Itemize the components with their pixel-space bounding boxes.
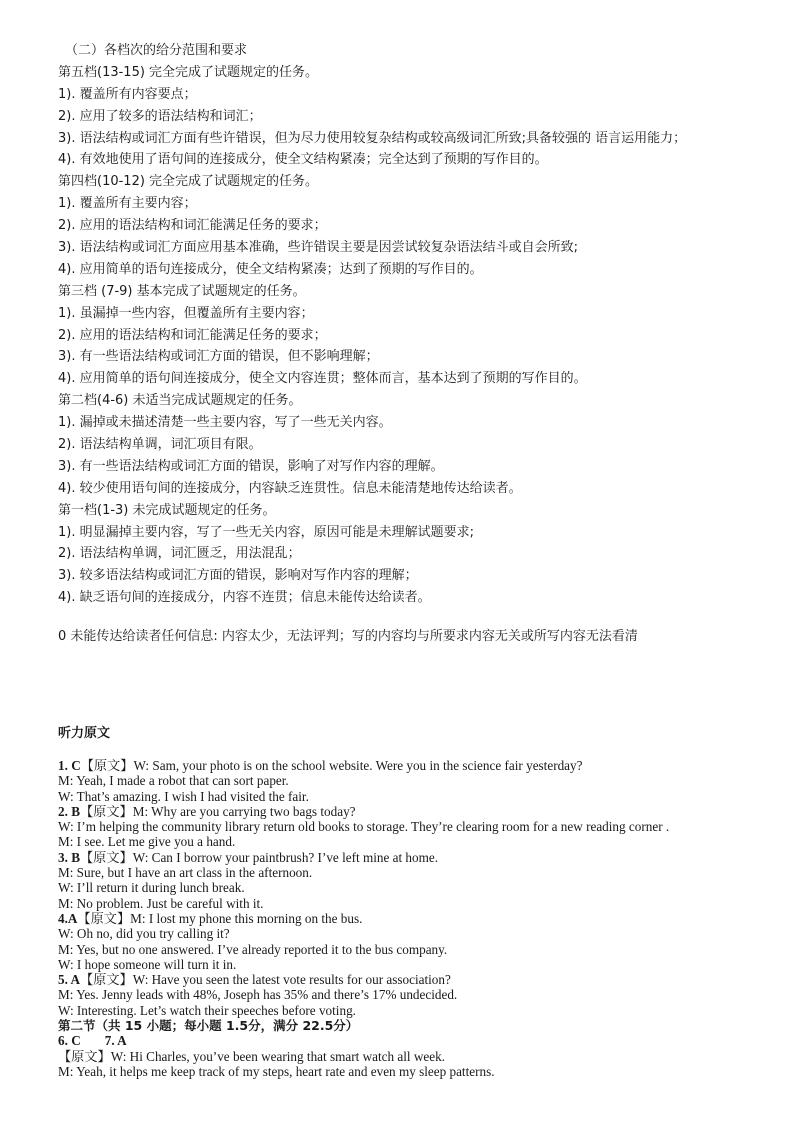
scoring-line: 4). 缺乏语句间的连接成分，内容不连贯；信息未能传达给读者。 [58, 590, 431, 606]
dialogue-line [58, 896, 793, 911]
scoring-line: 1). 明显漏掉主要内容，写了一些无关内容，原因可能是未理解试题要求; [58, 524, 474, 540]
dialogue-text: W: Hi Charles, you’ve been wearing that smart watch all week. [110, 1048, 445, 1064]
section-title: 第二节（共 15 小题；每小题 1.5分，满分 22.5分） [58, 1018, 359, 1034]
scoring-line: 4). 应用简单的语句连接成分，使全文结构紧凑；达到了预期的写作目的。 [58, 261, 483, 277]
dialogue-text: M: I lost my phone this morning on the bus. [130, 910, 363, 926]
dialogue-line [58, 911, 793, 926]
scoring-line: 2). 应用的语法结构和词汇能满足任务的要求； [58, 218, 327, 234]
scoring-line: 2). 应用的语法结构和词汇能满足任务的要求； [58, 327, 327, 343]
scoring-line: 3). 语法结构或词汇方面有些许错误，但为尽力使用较复杂结构或较高级词汇所致;具备较强的 语言运用能力； [58, 130, 687, 146]
dialogue-text: W: I’m helping the community library return old books to storage. They’re clearing room for a new reading corner . [58, 819, 670, 835]
transcript-tag: 【原文】 [79, 803, 133, 819]
scoring-line: 第五档(13-15) 完全完成了试题规定的任务。 [58, 64, 319, 80]
dialogue-line [58, 880, 793, 895]
scoring-line: 1). 覆盖所有内容要点； [58, 86, 197, 102]
dialogue-line [58, 804, 793, 819]
dialogue-line [58, 758, 793, 773]
zero-score-line: 0 未能传达给读者任何信息: 内容太少，无法评判；写的内容均与所要求内容无关或所写内容无法看清 [58, 629, 638, 645]
dialogue-text: W: Have you seen the latest vote results for our association? [132, 972, 451, 988]
dialogue-line [58, 972, 793, 987]
dialogue-text: W: Interesting. Let’s watch their speeches before voting. [58, 1002, 356, 1018]
dialogue-text: W: I hope someone will turn it in. [58, 956, 237, 972]
dialogue-line [58, 819, 793, 834]
scoring-line: 第一档(1-3) 未完成试题规定的任务。 [58, 502, 276, 518]
scoring-line: 1). 覆盖所有主要内容； [58, 196, 197, 212]
scoring-line: 3). 有一些语法结构或词汇方面的错误，但不影响理解； [58, 349, 379, 365]
transcript-tag: 【原文】 [79, 849, 133, 865]
answer-number: 3. B [58, 849, 80, 865]
dialogue-line [58, 1064, 793, 1079]
answer-number: 4.A [58, 910, 78, 926]
dialogue-line [58, 926, 793, 941]
dialogue-text: M: Yeah, it helps me keep track of my steps, heart rate and even my sleep patterns. [58, 1063, 495, 1079]
listening-transcript-section [58, 724, 793, 1079]
dialogue-line [58, 834, 793, 849]
scoring-line: 第二档(4-6) 未适当完成试题规定的任务。 [58, 393, 302, 409]
dialogue-line [58, 1003, 793, 1018]
dialogue-text: M: Yes, but no one answered. I’ve already reported it to the bus company. [58, 941, 448, 957]
scoring-line: 2). 语法结构单调，词汇匮乏，用法混乱； [58, 546, 301, 562]
scoring-title: （二）各档次的给分范围和要求 [65, 43, 248, 58]
dialogue-text: M: Yes. Jenny leads with 48%, Joseph has 35% and there’s 17% undecided. [58, 987, 458, 1003]
dialogue-text: W: That’s amazing. I wish I had visited the fair. [58, 788, 309, 804]
dialogue-line [58, 865, 793, 880]
scoring-line: 4). 有效地使用了语句间的连接成分，使全文结构紧凑；完全达到了预期的写作目的。 [58, 152, 548, 168]
dialogue-line [58, 1049, 793, 1064]
answer-number: 1. C [58, 758, 81, 773]
scoring-line: 1). 虽漏掉一些内容，但覆盖所有主要内容； [58, 305, 314, 321]
scoring-line: 第三档 (7-9) 基本完成了试题规定的任务。 [58, 283, 306, 299]
scoring-line: 第四档(10-12) 完全完成了试题规定的任务。 [58, 174, 319, 190]
dialogue-text: W: Oh no, did you try calling it? [58, 926, 230, 942]
transcript-tag: 【原文】 [79, 972, 133, 988]
answer-line [58, 1033, 793, 1048]
dialogue-text: M: Sure, but I have an art class in the afternoon. [58, 865, 313, 881]
dialogue-line [58, 942, 793, 957]
scoring-criteria-section [58, 40, 793, 647]
dialogue-text: W: I’ll return it during lunch break. [58, 880, 245, 896]
scoring-line: 2). 语法结构单调，词汇项目有限。 [58, 437, 262, 453]
dialogue-text: M: Yeah, I made a robot that can sort paper. [58, 773, 289, 789]
dialogue-text: M: I see. Let me give you a hand. [58, 834, 236, 850]
dialogue-text: M: Why are you carrying two bags today? [132, 803, 356, 819]
scoring-line: 3). 有一些语法结构或词汇方面的错误，影响了对写作内容的理解。 [58, 458, 444, 474]
answer-number: 5. A [58, 972, 80, 988]
dialogue-text: W: Can I borrow your paintbrush? I’ve left mine at home. [132, 849, 439, 865]
dialogue-line [58, 987, 793, 1002]
answer-number: 2. B [58, 803, 80, 819]
dialogue-line [58, 850, 793, 865]
scoring-line: 3). 语法结构或词汇方面应用基本准确，些许错误主要是因尝试较复杂语法结斗或自会所致; [58, 240, 578, 256]
scoring-lines [58, 62, 793, 609]
dialogue-line [58, 957, 793, 972]
dialogue-text: W: Sam, your photo is on the school website. Were you in the science fair yesterday? [133, 758, 583, 773]
transcript-tag: 【原文】 [58, 1048, 111, 1064]
answer-6: 6. C [58, 1033, 81, 1049]
answer-7: 7. A [104, 1033, 127, 1049]
transcript-tag: 【原文】 [77, 910, 131, 926]
scoring-line: 4). 应用简单的语句间连接成分，使全文内容连贯；整体而言，基本达到了预期的写作目的。 [58, 371, 587, 387]
dialogue-text: M: No problem. Just be careful with it. [58, 895, 264, 911]
transcript-tag: 【原文】 [80, 758, 134, 773]
dialogue-lines [58, 758, 793, 1018]
scoring-line: 4). 较少使用语句间的连接成分，内容缺乏连贯性。信息未能清楚地传达给读者。 [58, 480, 522, 496]
dialogue-line [58, 773, 793, 788]
listening-heading: 听力原文 [58, 726, 111, 741]
final-dialogue-lines [58, 1049, 793, 1080]
scoring-line: 2). 应用了较多的语法结构和词汇； [58, 108, 262, 124]
scoring-line: 3). 较多语法结构或词汇方面的错误，影响对写作内容的理解； [58, 568, 418, 584]
scoring-line: 1). 漏掉或未描述清楚一些主要内容，写了一些无关内容。 [58, 415, 392, 431]
dialogue-line [58, 789, 793, 804]
